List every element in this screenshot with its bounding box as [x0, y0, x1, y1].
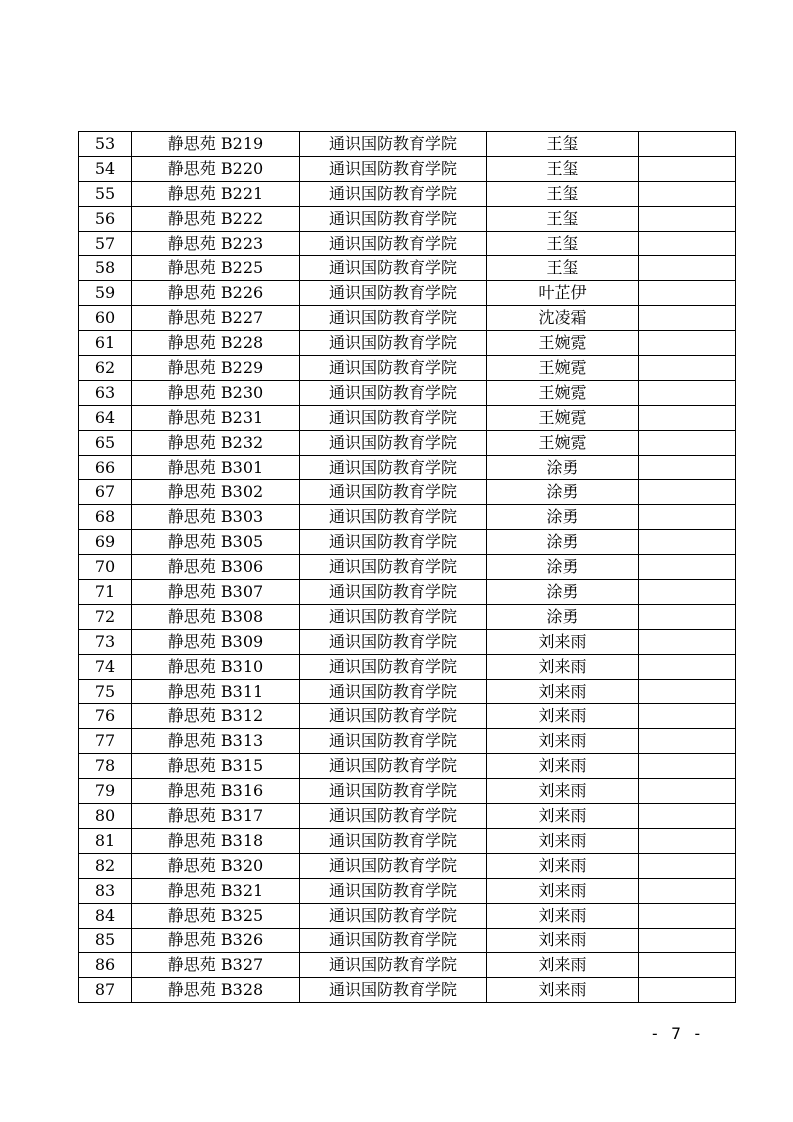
row-number-cell: 69	[79, 530, 132, 555]
remark-cell	[639, 156, 736, 181]
row-number-cell: 73	[79, 629, 132, 654]
room-cell: 静思苑 B315	[132, 754, 300, 779]
remark-cell	[639, 804, 736, 829]
row-number-cell: 72	[79, 604, 132, 629]
row-number-cell: 58	[79, 256, 132, 281]
room-cell: 静思苑 B302	[132, 480, 300, 505]
college-cell: 通识国防教育学院	[300, 779, 487, 804]
row-number-cell: 87	[79, 978, 132, 1003]
room-cell: 静思苑 B327	[132, 953, 300, 978]
remark-cell	[639, 331, 736, 356]
person-in-charge-cell: 刘来雨	[487, 928, 639, 953]
person-in-charge-cell: 王玺	[487, 206, 639, 231]
row-number-cell: 79	[79, 779, 132, 804]
remark-cell	[639, 629, 736, 654]
row-number-cell: 71	[79, 580, 132, 605]
table-row	[79, 754, 736, 779]
person-in-charge-cell: 叶芷伊	[487, 281, 639, 306]
remark-cell	[639, 580, 736, 605]
college-cell: 通识国防教育学院	[300, 132, 487, 157]
room-cell: 静思苑 B318	[132, 828, 300, 853]
remark-cell	[639, 679, 736, 704]
remark-cell	[639, 978, 736, 1003]
college-cell: 通识国防教育学院	[300, 231, 487, 256]
table-row	[79, 206, 736, 231]
table-row	[79, 405, 736, 430]
person-in-charge-cell: 涂勇	[487, 580, 639, 605]
row-number-cell: 59	[79, 281, 132, 306]
room-cell: 静思苑 B313	[132, 729, 300, 754]
row-number-cell: 61	[79, 331, 132, 356]
room-cell: 静思苑 B232	[132, 430, 300, 455]
college-cell: 通识国防教育学院	[300, 181, 487, 206]
college-cell: 通识国防教育学院	[300, 804, 487, 829]
room-cell: 静思苑 B328	[132, 978, 300, 1003]
table-row	[79, 281, 736, 306]
college-cell: 通识国防教育学院	[300, 405, 487, 430]
person-in-charge-cell: 刘来雨	[487, 804, 639, 829]
college-cell: 通识国防教育学院	[300, 206, 487, 231]
remark-cell	[639, 356, 736, 381]
remark-cell	[639, 928, 736, 953]
college-cell: 通识国防教育学院	[300, 356, 487, 381]
college-cell: 通识国防教育学院	[300, 580, 487, 605]
room-cell: 静思苑 B303	[132, 505, 300, 530]
room-cell: 静思苑 B231	[132, 405, 300, 430]
table-row	[79, 604, 736, 629]
row-number-cell: 67	[79, 480, 132, 505]
row-number-cell: 83	[79, 878, 132, 903]
remark-cell	[639, 828, 736, 853]
college-cell: 通识国防教育学院	[300, 281, 487, 306]
row-number-cell: 68	[79, 505, 132, 530]
room-cell: 静思苑 B317	[132, 804, 300, 829]
person-in-charge-cell: 涂勇	[487, 480, 639, 505]
college-cell: 通识国防教育学院	[300, 928, 487, 953]
room-cell: 静思苑 B225	[132, 256, 300, 281]
room-cell: 静思苑 B228	[132, 331, 300, 356]
room-cell: 静思苑 B306	[132, 555, 300, 580]
person-in-charge-cell: 刘来雨	[487, 903, 639, 928]
row-number-cell: 86	[79, 953, 132, 978]
table-row	[79, 256, 736, 281]
table-row	[79, 430, 736, 455]
row-number-cell: 82	[79, 853, 132, 878]
person-in-charge-cell: 刘来雨	[487, 878, 639, 903]
college-cell: 通识国防教育学院	[300, 380, 487, 405]
person-in-charge-cell: 沈凌霜	[487, 306, 639, 331]
person-in-charge-cell: 刘来雨	[487, 953, 639, 978]
person-in-charge-cell: 刘来雨	[487, 853, 639, 878]
remark-cell	[639, 754, 736, 779]
person-in-charge-cell: 王玺	[487, 256, 639, 281]
table-row	[79, 505, 736, 530]
college-cell: 通识国防教育学院	[300, 953, 487, 978]
person-in-charge-cell: 刘来雨	[487, 828, 639, 853]
row-number-cell: 80	[79, 804, 132, 829]
person-in-charge-cell: 刘来雨	[487, 779, 639, 804]
table-row	[79, 978, 736, 1003]
room-cell: 静思苑 B320	[132, 853, 300, 878]
remark-cell	[639, 256, 736, 281]
row-number-cell: 81	[79, 828, 132, 853]
remark-cell	[639, 604, 736, 629]
person-in-charge-cell: 王玺	[487, 181, 639, 206]
college-cell: 通识国防教育学院	[300, 530, 487, 555]
college-cell: 通识国防教育学院	[300, 156, 487, 181]
person-in-charge-cell: 王婉霓	[487, 380, 639, 405]
row-number-cell: 55	[79, 181, 132, 206]
person-in-charge-cell: 王婉霓	[487, 331, 639, 356]
room-cell: 静思苑 B230	[132, 380, 300, 405]
person-in-charge-cell: 刘来雨	[487, 629, 639, 654]
college-cell: 通识国防教育学院	[300, 878, 487, 903]
college-cell: 通识国防教育学院	[300, 430, 487, 455]
remark-cell	[639, 878, 736, 903]
college-cell: 通识国防教育学院	[300, 853, 487, 878]
college-cell: 通识国防教育学院	[300, 679, 487, 704]
room-cell: 静思苑 B226	[132, 281, 300, 306]
remark-cell	[639, 380, 736, 405]
table-row	[79, 804, 736, 829]
person-in-charge-cell: 刘来雨	[487, 654, 639, 679]
room-cell: 静思苑 B222	[132, 206, 300, 231]
row-number-cell: 63	[79, 380, 132, 405]
table-row	[79, 928, 736, 953]
table-row	[79, 654, 736, 679]
room-cell: 静思苑 B316	[132, 779, 300, 804]
remark-cell	[639, 505, 736, 530]
college-cell: 通识国防教育学院	[300, 455, 487, 480]
person-in-charge-cell: 王玺	[487, 132, 639, 157]
room-cell: 静思苑 B312	[132, 704, 300, 729]
table-row	[79, 679, 736, 704]
table-row	[79, 156, 736, 181]
person-in-charge-cell: 王婉霓	[487, 430, 639, 455]
remark-cell	[639, 853, 736, 878]
remark-cell	[639, 206, 736, 231]
row-number-cell: 78	[79, 754, 132, 779]
table-body	[79, 132, 736, 1003]
college-cell: 通识国防教育学院	[300, 306, 487, 331]
room-cell: 静思苑 B305	[132, 530, 300, 555]
table-row	[79, 580, 736, 605]
remark-cell	[639, 530, 736, 555]
table-row	[79, 878, 736, 903]
table-row	[79, 181, 736, 206]
college-cell: 通识国防教育学院	[300, 256, 487, 281]
person-in-charge-cell: 刘来雨	[487, 704, 639, 729]
row-number-cell: 62	[79, 356, 132, 381]
row-number-cell: 75	[79, 679, 132, 704]
table-row	[79, 530, 736, 555]
remark-cell	[639, 231, 736, 256]
remark-cell	[639, 132, 736, 157]
remark-cell	[639, 903, 736, 928]
remark-cell	[639, 181, 736, 206]
remark-cell	[639, 480, 736, 505]
person-in-charge-cell: 王婉霓	[487, 405, 639, 430]
table-row	[79, 729, 736, 754]
person-in-charge-cell: 王婉霓	[487, 356, 639, 381]
room-cell: 静思苑 B223	[132, 231, 300, 256]
college-cell: 通识国防教育学院	[300, 505, 487, 530]
room-cell: 静思苑 B229	[132, 356, 300, 381]
room-cell: 静思苑 B308	[132, 604, 300, 629]
remark-cell	[639, 281, 736, 306]
table-row	[79, 629, 736, 654]
table-row	[79, 480, 736, 505]
college-cell: 通识国防教育学院	[300, 331, 487, 356]
person-in-charge-cell: 刘来雨	[487, 978, 639, 1003]
table-row	[79, 231, 736, 256]
room-cell: 静思苑 B325	[132, 903, 300, 928]
table-row	[79, 380, 736, 405]
table-row	[79, 903, 736, 928]
remark-cell	[639, 779, 736, 804]
table-row	[79, 306, 736, 331]
table-row	[79, 356, 736, 381]
person-in-charge-cell: 王玺	[487, 231, 639, 256]
table-row	[79, 704, 736, 729]
row-number-cell: 66	[79, 455, 132, 480]
room-cell: 静思苑 B311	[132, 679, 300, 704]
college-cell: 通识国防教育学院	[300, 828, 487, 853]
person-in-charge-cell: 王玺	[487, 156, 639, 181]
row-number-cell: 70	[79, 555, 132, 580]
page-number: - 7 -	[650, 1024, 704, 1043]
person-in-charge-cell: 刘来雨	[487, 729, 639, 754]
row-number-cell: 74	[79, 654, 132, 679]
college-cell: 通识国防教育学院	[300, 654, 487, 679]
row-number-cell: 57	[79, 231, 132, 256]
remark-cell	[639, 953, 736, 978]
dormitory-assignment-table	[78, 131, 736, 1003]
remark-cell	[639, 455, 736, 480]
row-number-cell: 77	[79, 729, 132, 754]
row-number-cell: 76	[79, 704, 132, 729]
room-cell: 静思苑 B326	[132, 928, 300, 953]
row-number-cell: 65	[79, 430, 132, 455]
college-cell: 通识国防教育学院	[300, 704, 487, 729]
row-number-cell: 53	[79, 132, 132, 157]
room-cell: 静思苑 B309	[132, 629, 300, 654]
room-cell: 静思苑 B221	[132, 181, 300, 206]
row-number-cell: 56	[79, 206, 132, 231]
person-in-charge-cell: 涂勇	[487, 555, 639, 580]
remark-cell	[639, 430, 736, 455]
person-in-charge-cell: 涂勇	[487, 505, 639, 530]
room-cell: 静思苑 B227	[132, 306, 300, 331]
remark-cell	[639, 555, 736, 580]
row-number-cell: 64	[79, 405, 132, 430]
row-number-cell: 60	[79, 306, 132, 331]
college-cell: 通识国防教育学院	[300, 903, 487, 928]
room-cell: 静思苑 B321	[132, 878, 300, 903]
person-in-charge-cell: 涂勇	[487, 604, 639, 629]
college-cell: 通识国防教育学院	[300, 978, 487, 1003]
person-in-charge-cell: 涂勇	[487, 530, 639, 555]
college-cell: 通识国防教育学院	[300, 480, 487, 505]
table-row	[79, 953, 736, 978]
person-in-charge-cell: 刘来雨	[487, 754, 639, 779]
room-cell: 静思苑 B301	[132, 455, 300, 480]
remark-cell	[639, 729, 736, 754]
room-cell: 静思苑 B310	[132, 654, 300, 679]
table-row	[79, 779, 736, 804]
college-cell: 通识国防教育学院	[300, 729, 487, 754]
room-cell: 静思苑 B307	[132, 580, 300, 605]
table-row	[79, 455, 736, 480]
room-cell: 静思苑 B219	[132, 132, 300, 157]
table-row	[79, 853, 736, 878]
remark-cell	[639, 306, 736, 331]
room-cell: 静思苑 B220	[132, 156, 300, 181]
college-cell: 通识国防教育学院	[300, 555, 487, 580]
college-cell: 通识国防教育学院	[300, 629, 487, 654]
remark-cell	[639, 704, 736, 729]
person-in-charge-cell: 涂勇	[487, 455, 639, 480]
table-row	[79, 828, 736, 853]
person-in-charge-cell: 刘来雨	[487, 679, 639, 704]
table-row	[79, 555, 736, 580]
row-number-cell: 84	[79, 903, 132, 928]
table-row	[79, 132, 736, 157]
row-number-cell: 85	[79, 928, 132, 953]
table-row	[79, 331, 736, 356]
row-number-cell: 54	[79, 156, 132, 181]
college-cell: 通识国防教育学院	[300, 604, 487, 629]
college-cell: 通识国防教育学院	[300, 754, 487, 779]
remark-cell	[639, 405, 736, 430]
remark-cell	[639, 654, 736, 679]
